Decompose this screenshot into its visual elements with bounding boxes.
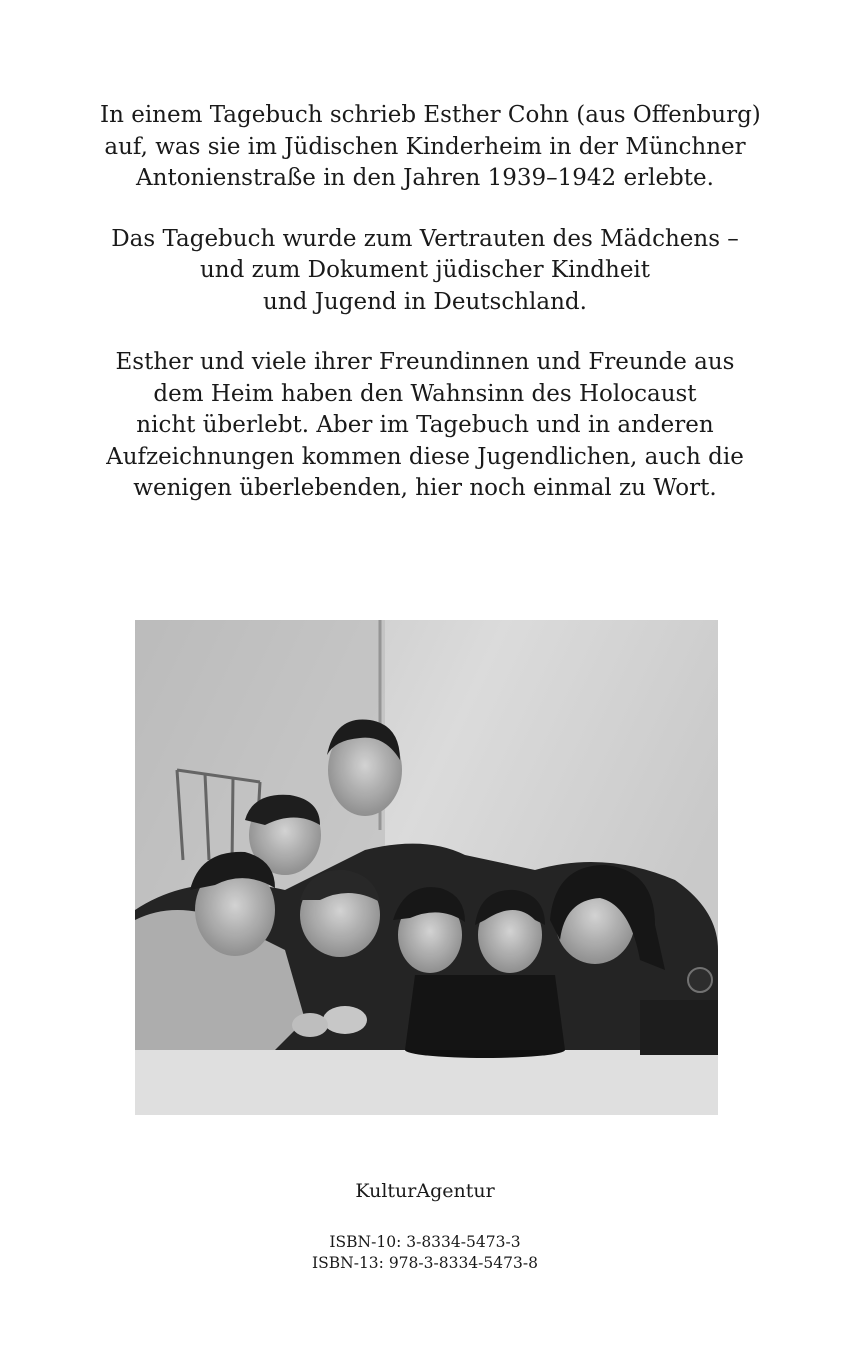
blurb-paragraph: [100, 347, 750, 505]
group-photograph: [135, 620, 718, 1115]
back-cover-blurb: [100, 100, 761, 534]
blurb-paragraph: [100, 100, 761, 195]
blurb-line: In einem Tagebuch schrieb Esther Cohn (aus Offenburg): [100, 102, 761, 128]
blurb-line: Aufzeichnungen kommen diese Jugendlichen, auch die: [106, 443, 744, 470]
publisher-name: KulturAgentur: [355, 1180, 495, 1202]
blurb-line: und Jugend in Deutschland.: [263, 288, 587, 315]
blurb-line: nicht überlebt. Aber im Tagebuch und in anderen: [136, 412, 714, 438]
blurb-line: und zum Dokument jüdischer Kindheit: [199, 257, 651, 283]
blurb-line: auf, was sie im Jüdischen Kinderheim in der Münchner: [104, 133, 746, 160]
blurb-line: Das Tagebuch wurde zum Vertrauten des Mädchens –: [111, 225, 739, 252]
blurb-line: Esther und viele ihrer Freundinnen und Freunde aus: [115, 349, 735, 375]
isbn-10: ISBN-10: 3-8334-5473-3: [329, 1233, 521, 1251]
blurb-line: Antonienstraße in den Jahren 1939–1942 erlebte.: [136, 165, 714, 191]
blurb-line: wenigen überlebenden, hier noch einmal zu Wort.: [133, 475, 717, 501]
isbn-13: ISBN-13: 978-3-8334-5473-8: [312, 1254, 538, 1272]
isbn-block: [0, 1232, 850, 1274]
blurb-paragraph: [100, 224, 750, 319]
blurb-line: dem Heim haben den Wahnsinn des Holocaust: [153, 380, 697, 407]
photograph-icon: [135, 620, 718, 1115]
